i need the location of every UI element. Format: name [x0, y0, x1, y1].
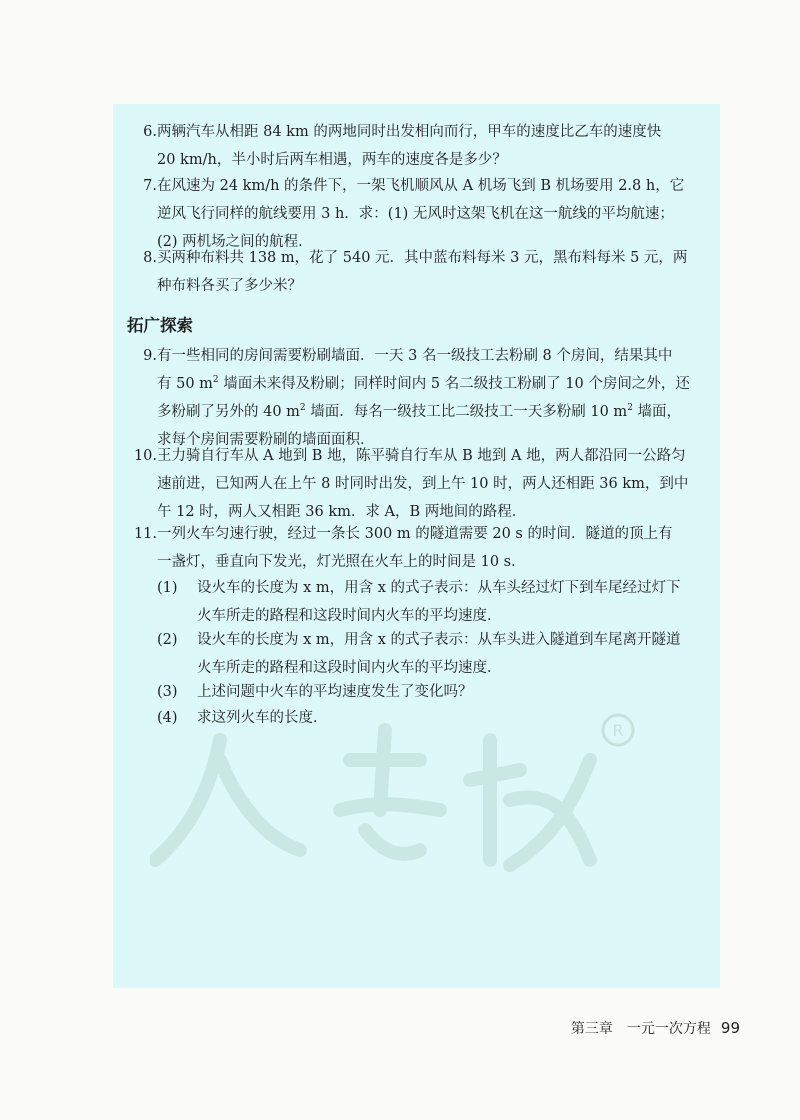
sub-question-2	[157, 626, 681, 682]
problem-number: 10.	[133, 448, 157, 464]
problem-number: 11.	[133, 526, 157, 542]
sub-question-line: 火车所走的路程和这段时间内火车的平均速度．	[197, 660, 502, 676]
problem-line: 20 km/h，半小时后两车相遇，两车的速度各是多少？	[157, 152, 507, 168]
problem-line: 在风速为 24 km/h 的条件下，一架飞机顺风从 A 机场飞到 B 机场要用 2.8 h，它	[157, 178, 685, 194]
sub-question-label: (4)	[157, 710, 178, 726]
sub-question-label: (3)	[157, 684, 178, 700]
problem-line: 两辆汽车从相距 84 km 的两地同时出发相向而行，甲车的速度比乙车的速度快	[157, 124, 662, 140]
page-number: 99	[720, 1019, 740, 1037]
problem-line: 种布料各买了多少米？	[157, 278, 302, 294]
chapter-title: 第三章 一元一次方程	[570, 1021, 711, 1037]
sub-question-4	[157, 704, 328, 732]
problem-number: 7.	[143, 178, 157, 194]
problem-number: 9.	[143, 348, 157, 364]
sub-question-1	[157, 574, 681, 630]
problem-line: 有 50 $m^2$ 墙面未来得及粉刷；同样时间内 5 名二级技工粉刷了 10 个房间之外，还	[157, 375, 690, 392]
problem-line: (2) 两机场之间的航程．	[157, 234, 313, 250]
sub-question-3	[157, 678, 473, 706]
problem-number: 8.	[143, 250, 157, 266]
problem-line: 一盏灯，垂直向下发光，灯光照在火车上的时间是 10 s．	[157, 554, 526, 570]
superscript: 2	[627, 403, 633, 414]
problem-line: 多粉刷了另外的 40 $m^2$ 墙面．每名一级技工比二级技工一天多粉刷 10 $m^2$ 墙面，	[157, 403, 682, 420]
problem-8	[113, 244, 713, 300]
svg-text:R: R	[612, 721, 624, 740]
problem-line: 求每个房间需要粉刷的墙面面积．	[157, 432, 375, 448]
problem-11	[113, 520, 713, 576]
problem-line: 有一些相同的房间需要粉刷墙面．一天 3 名一级技工去粉刷 8 个房间，结果其中	[157, 348, 673, 364]
problem-line: 一列火车匀速行驶，经过一条长 300 m 的隧道需要 20 s 的时间．隧道的顶上有	[157, 526, 673, 542]
problem-line: 逆风飞行同样的航线要用 3 h．求：(1) 无风时这架飞机在这一航线的平均航速；	[157, 206, 674, 222]
sub-question-line: 上述问题中火车的平均速度发生了变化吗？	[197, 684, 473, 700]
sub-question-line: 设火车的长度为 x m，用含 x 的式子表示：从车头进入隧道到车尾离开隧道	[197, 632, 681, 648]
sub-question-line: 火车所走的路程和这段时间内火车的平均速度．	[197, 608, 502, 624]
problem-9	[113, 342, 713, 454]
problem-6	[113, 118, 713, 174]
sub-question-line: 设火车的长度为 x m，用含 x 的式子表示：从车头经过灯下到车尾经过灯下	[197, 580, 681, 596]
superscript: 2	[212, 375, 219, 386]
problem-line: 王力骑自行车从 A 地到 B 地，陈平骑自行车从 B 地到 A 地，两人都沿同一公路匀	[157, 448, 686, 464]
problem-line: 买两种布料共 138 m，花了 540 元．其中蓝布料每米 3 元，黑布料每米 5 元，两	[157, 250, 688, 266]
sub-question-label: (2)	[157, 632, 178, 648]
problem-number: 6.	[143, 124, 157, 140]
problem-10	[113, 442, 713, 526]
page-footer	[540, 1018, 740, 1039]
section-heading: 拓广探索	[127, 316, 193, 335]
sub-question-label: (1)	[157, 580, 178, 596]
sub-question-line: 求这列火车的长度．	[197, 710, 328, 726]
problem-line: 午 12 时，两人又相距 36 km．求 A，B 两地间的路程．	[157, 504, 527, 520]
superscript: 2	[299, 403, 306, 414]
problem-line: 速前进，已知两人在上午 8 时同时出发，到上午 10 时，两人还相距 36 km，到中	[157, 476, 689, 492]
